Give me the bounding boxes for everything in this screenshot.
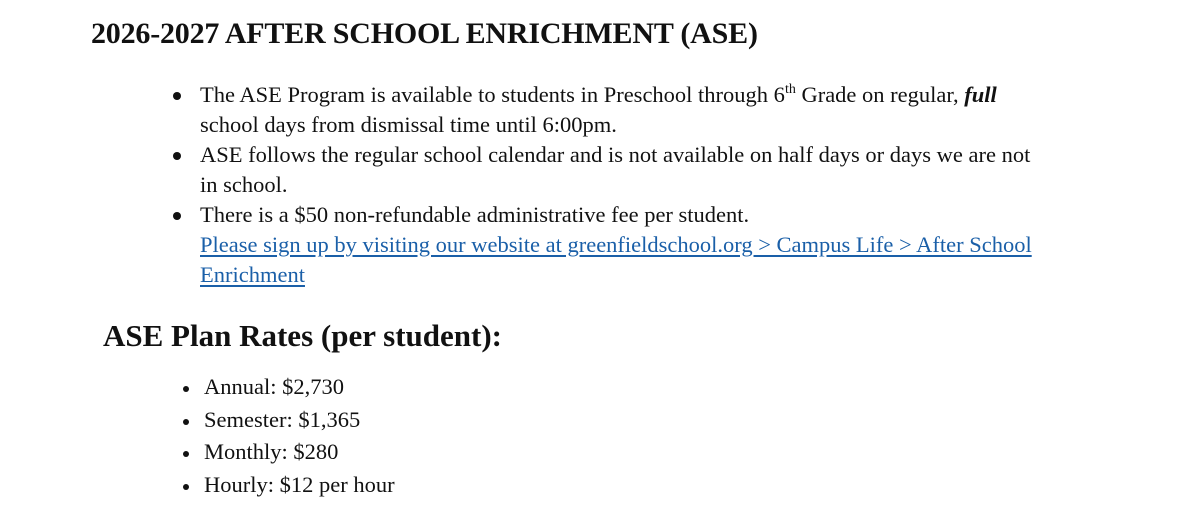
page-title: 2026-2027 AFTER SCHOOL ENRICHMENT (ASE): [91, 17, 758, 50]
rate-item-hourly: [0, 469, 395, 502]
signup-link-text[interactable]: Please sign up by visiting our website at greenfieldschool.org > Campus Life > After School: [200, 232, 1032, 257]
rate-item-semester: [0, 404, 395, 437]
superscript-text: th: [784, 82, 796, 97]
bullet-icon: [173, 152, 181, 160]
rate-item-annual: [0, 371, 395, 404]
bullet-text: in school.: [200, 172, 288, 197]
rate-text: Hourly: $12 per hour: [204, 471, 395, 497]
bullet-text: ASE follows the regular school calendar and is not available on half days or days we are not: [200, 142, 1031, 167]
list-item: [0, 200, 1120, 290]
rate-text: Annual: $2,730: [204, 374, 344, 399]
rates-list: [0, 371, 395, 501]
rates-heading: ASE Plan Rates (per student):: [103, 318, 502, 353]
bullet-icon: [173, 92, 181, 100]
bullet-text-line: [200, 80, 1120, 110]
bullet-icon: [183, 419, 189, 425]
rate-item-monthly: [0, 436, 395, 469]
signup-link-text[interactable]: Enrichment: [200, 262, 305, 287]
bullet-text: school days from dismissal time until 6:00pm.: [200, 112, 617, 137]
list-item: [0, 80, 1120, 140]
emphasis-text: full: [964, 82, 997, 107]
bullet-text: There is a $50 non-refundable administrative fee per student.: [200, 202, 750, 227]
bullet-icon: [183, 451, 189, 457]
info-bullet-list: [0, 80, 1120, 290]
signup-link[interactable]: [200, 230, 1120, 290]
bullet-text: Grade on regular,: [795, 82, 965, 107]
rate-text: Monthly: $280: [204, 439, 339, 464]
bullet-icon: [183, 484, 189, 490]
bullet-text: The ASE Program is available to students in Preschool through 6: [200, 82, 785, 107]
rate-text: Semester: $1,365: [204, 406, 361, 432]
bullet-icon: [183, 386, 189, 392]
list-item: [0, 140, 1120, 200]
bullet-icon: [173, 212, 181, 220]
